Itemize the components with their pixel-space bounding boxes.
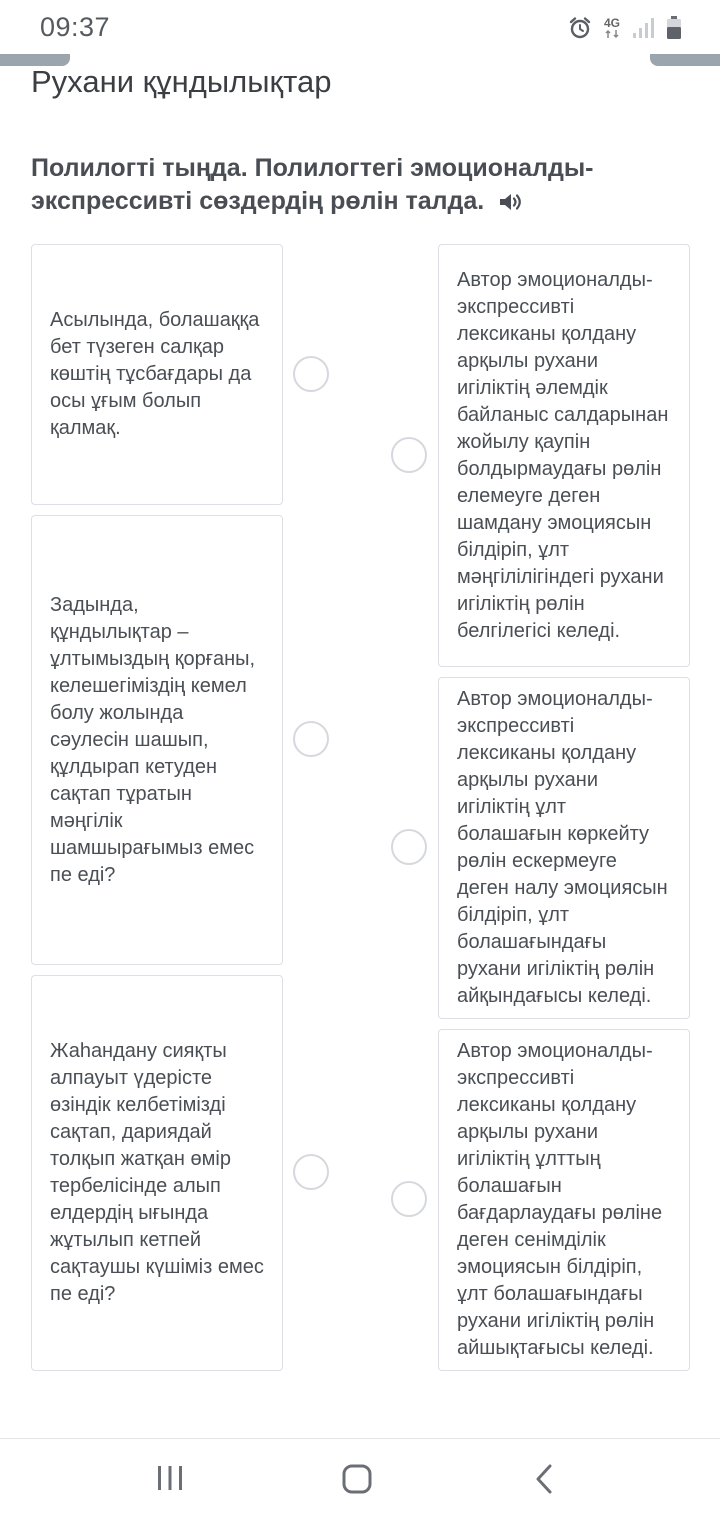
right-item-2[interactable] xyxy=(438,677,690,1019)
left-item-2-radio[interactable] xyxy=(293,721,329,757)
network-label: 4G xyxy=(603,16,620,30)
alarm-icon xyxy=(568,16,592,40)
right-item-text: Автор эмоционалды-экспрессивті лексиканы қолдану арқылы рухани игіліктің ұлт болашағын көркейту рөлін ескермеуге деген налу эмоциясын білдіріп, ұлт болашағындағы рухани игіліктің рөлін айқындағысы келеді. xyxy=(457,688,668,1007)
home-icon[interactable] xyxy=(341,1463,373,1495)
right-item-1[interactable] xyxy=(438,244,690,667)
left-item-text: Жаһандану сияқты алпауыт үдерісте өзіндік келбетімізді сақтап, дариядай толқып жатқан өмір тербелісінде алып елдердің ығында жұтылып кетпей сақтаушы күшіміз емес пе еді? xyxy=(50,1040,264,1305)
header-accent-right xyxy=(650,54,720,66)
speaker-icon[interactable] xyxy=(498,191,524,213)
right-item-3-radio[interactable] xyxy=(391,1181,427,1217)
status-time: 09:37 xyxy=(40,12,111,42)
right-item-2-radio[interactable] xyxy=(391,829,427,865)
left-item-3[interactable] xyxy=(31,975,283,1371)
right-item-1-radio[interactable] xyxy=(391,437,427,473)
right-item-text: Автор эмоционалды-экспрессивті лексиканы қолдану арқылы рухани игіліктің ұлттың болашағын бағдарлаудағы рөліне деген сенімділік эмоциясын білдіріп, ұлт болашағындағы рухани игіліктің рөлін айшықтағысы келеді. xyxy=(457,1040,663,1359)
left-item-text: Асылында, болашаққа бет түзеген салқар көштің тұсбағдары да осы ұғым болып қалмақ. xyxy=(50,309,260,439)
navigation-bar xyxy=(0,1438,720,1520)
left-item-2[interactable] xyxy=(31,515,283,965)
network-4g-icon xyxy=(604,17,620,39)
status-bar xyxy=(0,0,720,56)
page-title: Рухани құндылықтар xyxy=(31,64,332,99)
battery-icon xyxy=(666,16,682,40)
left-item-1-radio[interactable] xyxy=(293,356,329,392)
right-item-3[interactable] xyxy=(438,1029,690,1371)
right-item-text: Автор эмоционалды-экспрессивті лексиканы қолдану арқылы рухани игіліктің әлемдік байланыс салдарынан жойылу қаупін болдырмаудағы рөлін елемеуге деген шамдану эмоциясын білдіріп, ұлт мәңгілілігіндегі рухани игіліктің рөлін белгілегісі келеді. xyxy=(457,268,669,642)
back-icon[interactable] xyxy=(532,1463,558,1495)
signal-icon xyxy=(632,17,654,39)
instruction-text: Полилогті тыңда. Полилогтегі эмоционалды-экспрессивті сөздердің рөлін талда. xyxy=(31,154,594,215)
left-item-1[interactable] xyxy=(31,244,283,505)
left-item-3-radio[interactable] xyxy=(293,1154,329,1190)
left-item-text: Задында, құндылықтар – ұлтымыздың қорғаны, келешегіміздің кемел болу жолында сәулесін шашып, құлдырап кетуден сақтап тұратын мәңгілік шамшырағымыз емес пе еді? xyxy=(50,593,256,886)
instruction xyxy=(31,152,671,218)
status-icons xyxy=(568,14,682,42)
recent-apps-icon[interactable] xyxy=(155,1463,185,1493)
